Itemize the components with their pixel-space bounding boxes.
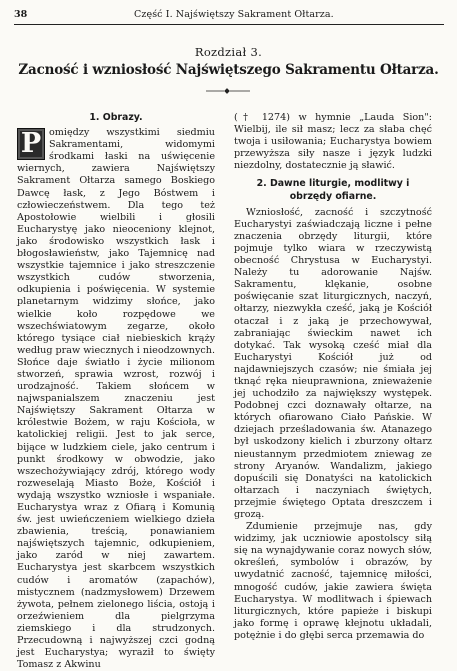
drop-cap: P [17,128,45,160]
section-heading-liturgie: 2. Dawne liturgie, modlitwy i obrzędy ofiarne. [256,178,410,202]
page-number: 38 [14,9,28,20]
chapter-title: Zacność i wzniosłość Najświętszego Sakramentu Ołtarza. [18,62,439,78]
section-heading-obrazy: 1. Obrazy. [89,112,143,123]
chapter-label: Rozdział 3. [194,45,263,59]
right-column [234,112,432,642]
paragraph: Zdumienie przejmuje nas, gdy widzimy, jak uczniowie apostolscy siłą się na wynajdywanie coraz nowych słów, określeń, symbolów i obrazów, by uwydatnić zacność, tajemnicę miłości, mnogość cudów, jakie zawiera święta Eucharystya. W modlitwach i śpiewach liturgicznych, które papieże i biskupi jako formę i oprawę kłejnotu układali, potężnie i do głębi serca przemawia do [234,521,432,641]
running-title: Część I. Najświętszy Sakrament Ołtarza. [134,9,334,20]
paragraph: Wzniosłość, zacność i szczytność Eucharystyi zaświadczają liczne i pełne znaczenia obrzędy liturgii, które pojmuje tylko wiara w rzeczywistą obecność Chrystusa w Eucharystyi. Należy tu adorowanie Najśw. Sakramentu, klękanie, osobne poświęcanie szat liturgicznych, naczyń, ołtarzy, niezwykła cześć, jaką je Kościół otaczał i z jaką je przechowywał, zabraniając świeckim nawet ich dotykać. Tak wysoką cześć miał dla Eucharystyi Kościół już od najdawniejszych czasów; nie śmiała jej tknąć ręka nieuprawniona, znieważenie jej uchodziło za największy występek. Podobnej czci doznawały ołtarze, na których ofiarowano Ciało Pańskie. W dziejach prześladowania św. Atanazego był uskodzony kielich i zburzony ołtarz nieustannym przedmiotem zniewag ze strony Aryanów. Wandalizm, jakiego dopuścili się Donatyści na katolickich ołtarzach i naczyniach świętych, przejmie świętego Optata dreszczem i grozą. [234,206,432,520]
header-rule [14,24,444,25]
running-header [14,9,444,23]
paragraph-text: omiędzy wszystkimi siedmiu Sakramentami, widomymi środkami łaski na uświęcenie wiernych, zawiera Najświętszy Sakrament Ołtarza samego Boskiego Dawcę łask, z Jego Bóstwem i człowieczeństwem. Dla tego też Apostołowie wielbili i głosili Eucharystyę jako nieoceniony klejnot, jako środowisko wszystkich łask i błogosławieństw, jako Tajemnicę nad wszystkie tajemnice i jako streszczenie wszystkich cudów stworzenia, odkupienia i poświęcenia. W systemie planetarnym widzimy słońce, jako wielkie koło rozpędowe we wszechświatowym zegarze, około którego tysiące ciał niebieskich krąży według praw wiecznych i nieodzownych. Słońce daje światło i życie milionom stworzeń, sprawia wzrost, rozwój i urodzajność. Takiem słońcem w najwspanialszem znaczeniu jest Najświętszy Sakrament Ołtarza w królestwie Bożem, w raju Kościoła, w katolickiej religii. Jest to jak serce, bijące w ludzkiem ciele, jako centrum i punkt środkowy w obwodzie, jako wszechożywiający zdrój, którego wody rozweselają Miasto Boże, Kościół i wydają wszystko wzniosłe i wspaniałe. Eucharystya wraz z Ofiarą i Komunią św. jest uwieńczeniem wielkiego dzieła zbawienia, treścią, ponawianiem najświętszych tajemnic, odkupieniem, jako zaród w niej zawartem. Eucharystya jest skarbcem wszystkich cudów i aromatów (zapachów), mistycznem (nadzmysłowem) Drzewem żywota, pełnem zielonego liścia, ostoją i orzeźwieniem dla pielgrzyma ziemskiego i dla strudzonych. Przecudowną i najwyższej czci godną jest Eucharystya; wyraził to święty Tomasz z Akwinu [17,127,216,671]
ornament-divider [206,88,250,94]
left-column [17,112,215,671]
paragraph [17,127,215,671]
paragraph-continued: († 1274) w hymnie „Lauda Sion": Wielbij, ile sił masz; lecz za słaba chęć twoja i usiłowania; Eucharystya bowiem przewyższa siły nasze i język ludzki niezdolny, dostatecznie ją sławić. [234,112,432,172]
